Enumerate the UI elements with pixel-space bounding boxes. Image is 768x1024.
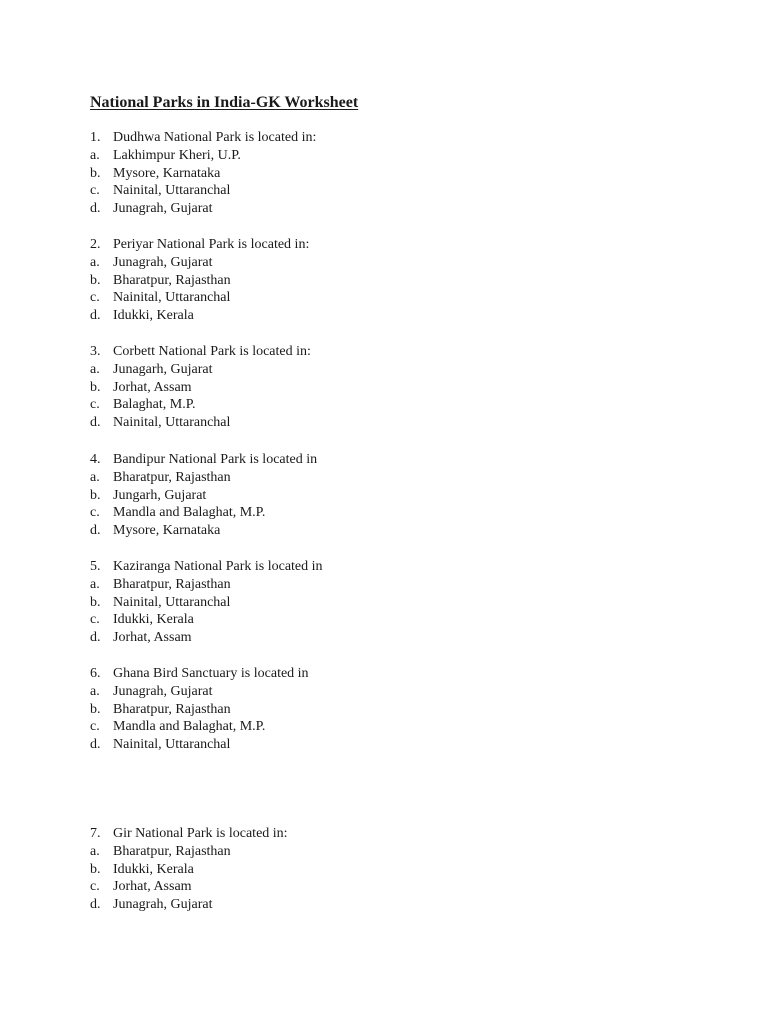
answer-option <box>90 701 490 719</box>
option-letter: a. <box>90 254 100 270</box>
answer-option <box>90 487 490 505</box>
answer-option <box>90 396 490 414</box>
option-letter: b. <box>90 701 101 717</box>
option-letter: b. <box>90 379 101 395</box>
option-letter: c. <box>90 612 100 628</box>
option-text: Idukki, Kerala <box>113 861 194 877</box>
question-number: 1. <box>90 130 101 145</box>
option-letter: b. <box>90 487 101 503</box>
answer-option <box>90 878 490 896</box>
answer-option <box>90 379 490 397</box>
question-text: Dudhwa National Park is located in: <box>113 130 317 145</box>
option-letter: a. <box>90 576 100 592</box>
option-text: Nainital, Uttaranchal <box>113 290 231 306</box>
option-text: Mysore, Karnataka <box>113 523 221 539</box>
answer-option <box>90 576 490 594</box>
question-2 <box>90 236 490 325</box>
option-text: Junagrah, Gujarat <box>113 683 213 699</box>
question-number: 4. <box>90 452 101 467</box>
answer-option <box>90 361 490 379</box>
answer-option <box>90 307 490 325</box>
option-letter: d. <box>90 415 101 431</box>
answer-option <box>90 469 490 487</box>
answer-option <box>90 611 490 629</box>
option-letter: b. <box>90 165 101 181</box>
answer-option <box>90 522 490 540</box>
option-text: Bharatpur, Rajasthan <box>113 272 231 288</box>
question-stem <box>90 129 490 147</box>
option-text: Nainital, Uttaranchal <box>113 737 231 753</box>
option-text: Jorhat, Assam <box>113 630 192 646</box>
option-letter: b. <box>90 594 101 610</box>
option-letter: d. <box>90 737 101 753</box>
option-letter: a. <box>90 147 100 163</box>
option-letter: b. <box>90 861 101 877</box>
answer-option <box>90 594 490 612</box>
answer-option <box>90 272 490 290</box>
option-letter: c. <box>90 505 100 521</box>
option-text: Bharatpur, Rajasthan <box>113 843 231 859</box>
question-5 <box>90 558 490 647</box>
option-letter: c. <box>90 719 100 735</box>
option-letter: d. <box>90 201 101 217</box>
option-text: Junagrah, Gujarat <box>113 201 213 217</box>
question-7 <box>90 825 490 914</box>
answer-option <box>90 165 490 183</box>
option-text: Jungarh, Gujarat <box>113 487 207 503</box>
answer-option <box>90 504 490 522</box>
question-3 <box>90 343 490 432</box>
option-text: Jorhat, Assam <box>113 879 192 895</box>
question-stem <box>90 665 490 683</box>
option-text: Junagarh, Gujarat <box>113 361 213 377</box>
option-text: Jorhat, Assam <box>113 379 192 395</box>
question-number: 7. <box>90 826 101 841</box>
answer-option <box>90 861 490 879</box>
option-letter: d. <box>90 308 101 324</box>
answer-option <box>90 414 490 432</box>
option-text: Nainital, Uttaranchal <box>113 594 231 610</box>
question-stem <box>90 451 490 469</box>
option-letter: c. <box>90 397 100 413</box>
answer-option <box>90 147 490 165</box>
question-1 <box>90 129 490 218</box>
answer-option <box>90 254 490 272</box>
option-text: Idukki, Kerala <box>113 308 194 324</box>
question-number: 2. <box>90 237 101 252</box>
question-text: Gir National Park is located in: <box>113 826 288 841</box>
question-text: Periyar National Park is located in: <box>113 237 310 252</box>
option-letter: c. <box>90 879 100 895</box>
answer-option <box>90 736 490 754</box>
question-stem <box>90 825 490 843</box>
answer-option <box>90 200 490 218</box>
option-letter: d. <box>90 523 101 539</box>
option-text: Bharatpur, Rajasthan <box>113 701 231 717</box>
option-letter: c. <box>90 183 100 199</box>
question-4 <box>90 451 490 540</box>
question-stem <box>90 343 490 361</box>
answer-option <box>90 182 490 200</box>
question-number: 6. <box>90 666 101 681</box>
option-text: Junagrah, Gujarat <box>113 897 213 913</box>
option-text: Balaghat, M.P. <box>113 397 196 413</box>
option-text: Bharatpur, Rajasthan <box>113 576 231 592</box>
option-letter: b. <box>90 272 101 288</box>
answer-option <box>90 843 490 861</box>
option-letter: a. <box>90 361 100 377</box>
option-letter: a. <box>90 469 100 485</box>
option-letter: d. <box>90 897 101 913</box>
option-letter: c. <box>90 290 100 306</box>
option-letter: a. <box>90 843 100 859</box>
option-text: Junagrah, Gujarat <box>113 254 213 270</box>
option-text: Mysore, Karnataka <box>113 165 221 181</box>
question-6 <box>90 665 490 754</box>
answer-option <box>90 718 490 736</box>
answer-option <box>90 896 490 914</box>
option-text: Nainital, Uttaranchal <box>113 183 231 199</box>
worksheet-title: National Parks in India-GK Worksheet <box>90 94 359 111</box>
option-text: Idukki, Kerala <box>113 612 194 628</box>
question-text: Bandipur National Park is located in <box>113 452 318 467</box>
answer-option <box>90 629 490 647</box>
option-text: Bharatpur, Rajasthan <box>113 469 231 485</box>
question-number: 3. <box>90 344 101 359</box>
answer-option <box>90 289 490 307</box>
option-letter: a. <box>90 683 100 699</box>
option-text: Mandla and Balaghat, M.P. <box>113 719 266 735</box>
question-text: Kaziranga National Park is located in <box>113 559 323 574</box>
option-text: Mandla and Balaghat, M.P. <box>113 505 266 521</box>
question-stem <box>90 236 490 254</box>
question-number: 5. <box>90 559 101 574</box>
question-text: Ghana Bird Sanctuary is located in <box>113 666 309 681</box>
option-text: Lakhimpur Kheri, U.P. <box>113 147 241 163</box>
answer-option <box>90 683 490 701</box>
question-stem <box>90 558 490 576</box>
option-text: Nainital, Uttaranchal <box>113 415 231 431</box>
question-text: Corbett National Park is located in: <box>113 344 311 359</box>
option-letter: d. <box>90 630 101 646</box>
